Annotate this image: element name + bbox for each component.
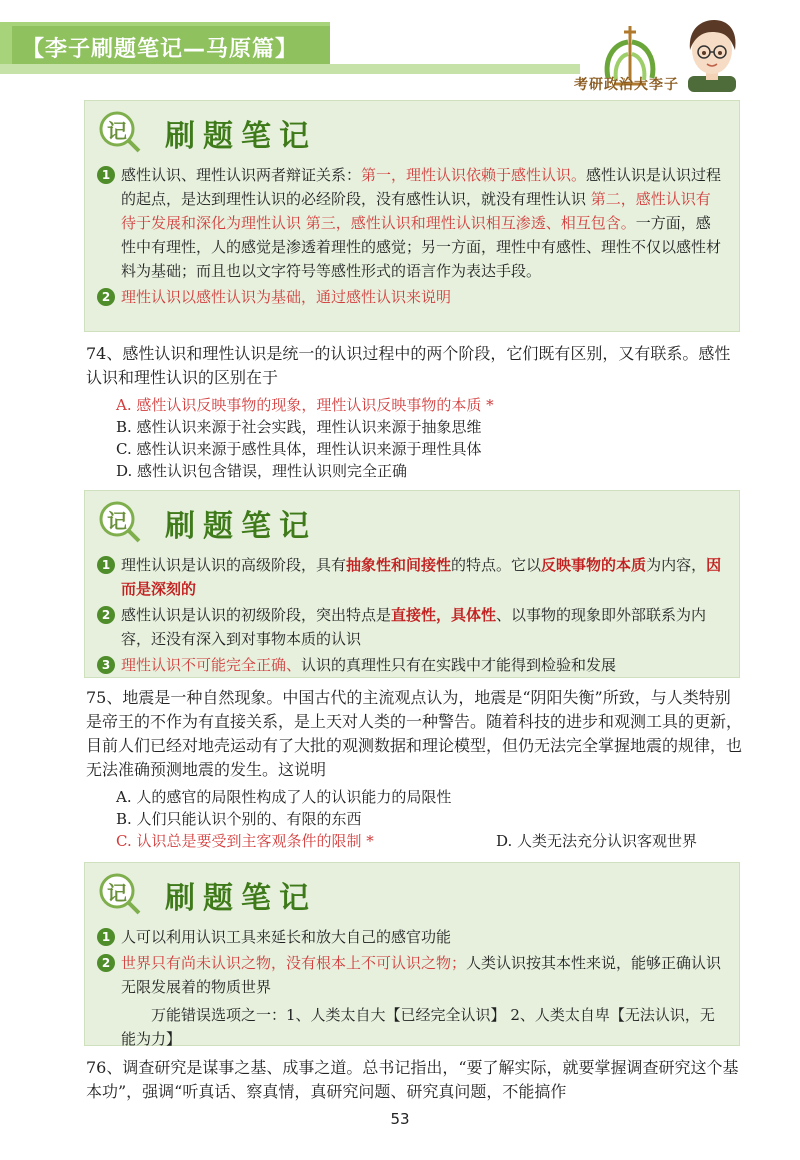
note-text: 、以事物的现象即外部联系为内容，还没有深入到对事物本质的认识	[121, 606, 707, 648]
option-b: B. 感性认识来源于社会实践，理性认识来源于抽象思维	[116, 418, 482, 436]
question-75-stem: 75、地震是一种自然现象。中国古代的主流观点认为，地震是“阴阳失衡”所致，与人类特别是帝王的不作为有直接关系，是上天对人类的一种警告。随着科技的进步和观测工具的更新，目前人们已经对地壳运动有了大批的观测数据和理论模型，但仍无法完全掌握地震的规律，也无法准确预测地震的发生。这说明	[86, 688, 743, 779]
note-text-highlight: 理性认识以感性认识为基础，通过感性认识来说明	[121, 288, 452, 306]
note-box-3	[84, 862, 740, 1046]
option-c: C. 认识总是要受到主客观条件的限制 *	[116, 832, 374, 850]
note-text: 感性认识是认识过程的起点，是达到理性认识的必经阶段，没有感性认识，就没有理性认识	[121, 166, 722, 208]
header-title: 【李子刷题笔记—马原篇】	[22, 36, 299, 62]
page-number: 53	[390, 1110, 410, 1128]
note-text: 感性认识、理性认识两者辩证关系：	[121, 166, 362, 184]
note-text-highlight: 反映事物的本质	[541, 556, 647, 574]
note-text-highlight: 抽象性和间接性	[346, 556, 452, 574]
note-text-highlight: 理性认识不可能完全正确、	[121, 656, 302, 674]
note-badge-char: 记	[107, 509, 127, 533]
item-number: 1	[97, 556, 115, 574]
item-number: 2	[97, 606, 115, 624]
note-text: 理性认识是认识的高级阶段，具有	[121, 556, 347, 574]
note-item	[85, 1003, 739, 1051]
avatar	[680, 16, 744, 92]
note-item	[85, 653, 739, 677]
note-text: 人可以利用认识工具来延长和放大自己的感官功能	[121, 928, 452, 946]
item-number: 1	[97, 928, 115, 946]
note-text: 为内容，	[646, 556, 707, 574]
option-d: D. 感性认识包含错误，理性认识则完全正确	[116, 462, 408, 480]
note-text-highlight: 世界只有尚未认识之物，没有根本上不可认识之物；	[121, 954, 467, 972]
note-text: 认识的真理性只有在实践中才能得到检验和发展	[301, 656, 617, 674]
note-title: 刷题笔记	[165, 881, 317, 916]
note-text-highlight: 直接性，具体性	[391, 606, 497, 624]
logo-text: 考研政治大李子	[574, 77, 679, 93]
item-number: 3	[97, 656, 115, 674]
note-text: 感性认识是认识的初级阶段，突出特点是	[121, 606, 392, 624]
note-header	[85, 491, 739, 547]
note-header	[85, 101, 739, 157]
item-number: 2	[97, 288, 115, 306]
option-a: A. 感性认识反映事物的现象，理性认识反映事物的本质 *	[116, 396, 494, 414]
note-text: 万能错误选项之一：1、人类太自大【已经完全认识】 2、人类太自卑【无法认识，无能为力】	[121, 1006, 715, 1048]
option-c: C. 感性认识来源于感性具体，理性认识来源于理性具体	[116, 440, 482, 458]
question-74-stem: 74、感性认识和理性认识是统一的认识过程中的两个阶段，它们既有区别，又有联系。感性认识和理性认识的区别在于	[86, 344, 731, 387]
note-item	[85, 951, 739, 999]
note-item	[85, 553, 739, 601]
note-title: 刷题笔记	[165, 509, 317, 544]
note-text-highlight: 第一，理性认识依赖于感性认识。	[361, 166, 587, 184]
option-d: D. 人类无法充分认识客观世界	[496, 832, 698, 850]
note-badge-char: 记	[107, 881, 127, 905]
note-text: 的特点。它以	[451, 556, 542, 574]
note-box-2	[84, 490, 740, 678]
note-text-highlight: 第二，感性认识有待于发展和深化为理性认识 第三，感性认识和理性认识相互渗透、相互包含。	[121, 190, 711, 232]
question-76-stem: 76、调查研究是谋事之基、成事之道。总书记指出，“要了解实际，就要掌握调查研究这个基本功”，强调“听真话、察真情，真研究问题、研究真问题，不能搞作	[86, 1058, 739, 1101]
note-text: 人类认识按其本性来说，能够正确认识无限发展着的物质世界	[121, 954, 722, 996]
header-rule	[0, 64, 580, 74]
note-text: 一方面，感性中有理性，人的感觉是渗透着理性的感觉；另一方面，理性中有感性、理性不仅以感性材料为基础；而且也以文字符号等感性形式的语言作为表达手段。	[121, 214, 722, 280]
option-a: A. 人的感官的局限性构成了人的认识能力的局限性	[116, 788, 452, 806]
note-item	[85, 603, 739, 651]
note-header	[85, 863, 739, 919]
note-text-highlight: 因而是深刻的	[121, 556, 722, 598]
header-tab-inner	[12, 26, 330, 68]
item-number: 2	[97, 954, 115, 972]
note-item	[85, 285, 739, 309]
note-item	[85, 925, 739, 949]
note-title: 刷题笔记	[165, 119, 317, 154]
option-b: B. 人们只能认识个别的、有限的东西	[116, 810, 362, 828]
item-number: 1	[97, 166, 115, 184]
note-item	[85, 163, 739, 283]
note-badge-char: 记	[107, 119, 127, 143]
note-box-1	[84, 100, 740, 332]
